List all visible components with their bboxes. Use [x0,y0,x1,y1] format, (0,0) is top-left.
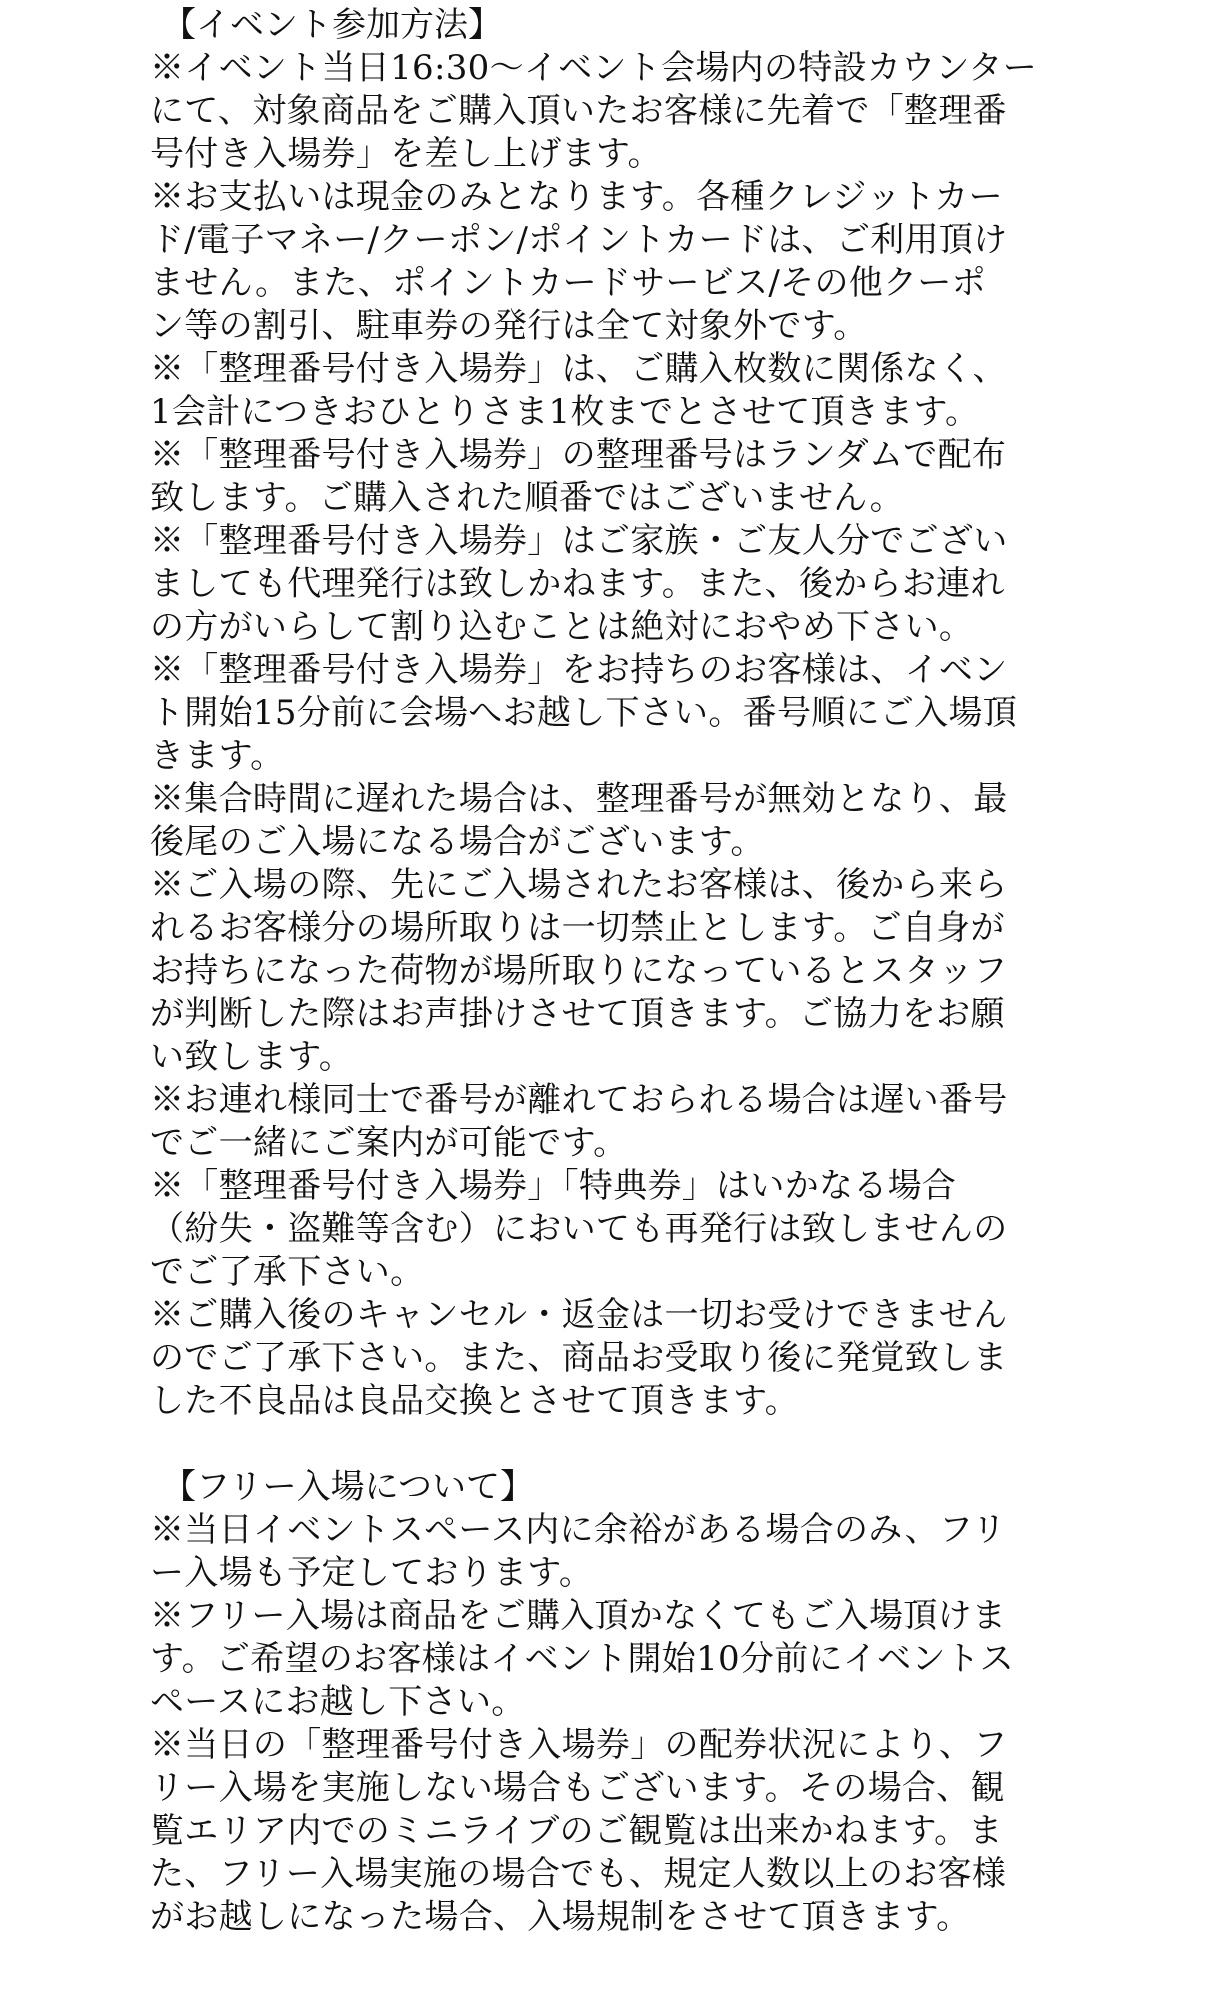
text-line: （紛失・盗難等含む）においても再発行は致しませんの [150,1209,1008,1249]
text-line: 覧エリア内でのミニライブのご観覧は出来かねます。ま [150,1811,1003,1851]
text-line: 号付き入場券」を差し上げます。 [150,134,662,174]
text-line: が判断した際はお声掛けさせて頂きます。ご協力をお願 [150,994,1005,1034]
section-event-participation [150,4,1080,1423]
text-line: した不良品は良品交換とさせて頂きます。 [150,1381,799,1421]
text-line: 後尾のご入場になる場合がございます。 [150,822,765,862]
text-line: ※「整理番号付き入場券」の整理番号はランダムで配布 [150,435,1007,475]
text-line: ー入場も予定しております。 [150,1553,594,1593]
text-line: ※ご購入後のキャンセル・返金は一切お受けできません [150,1295,1008,1335]
text-line: ※お連れ様同士で番号が離れておられる場合は遅い番号 [150,1080,1008,1120]
text-line: ※「整理番号付き入場券」は、ご購入枚数に関係なく、 [150,349,1007,389]
text-line: ※ご入場の際、先にご入場されたお客様は、後から来ら [150,865,1008,905]
text-line: ペースにお越し下さい。 [150,1682,526,1722]
text-line: ド/電子マネー/クーポン/ポイントカードは、ご利用頂け [150,220,1008,260]
text-line: のでご了承下さい。また、商品お受取り後に発覚致しま [150,1338,1008,1378]
text-line: ましても代理発行は致しかねます。また、後からお連れ [150,564,1005,604]
text-line: ※「整理番号付き入場券」をお持ちのお客様は、イベン [150,650,1008,690]
text-line: ※当日イベントスペース内に余裕がある場合のみ、フリ [150,1510,1007,1550]
text-line: がお越しになった場合、入場規制をさせて頂きます。 [150,1897,971,1937]
text-line: い致します。 [150,1037,354,1077]
document-body [150,4,1080,1939]
text-line: ※当日の「整理番号付き入場券」の配券状況により、フ [150,1725,1008,1765]
text-line: ※お支払いは現金のみとなります。各種クレジットカー [150,177,1003,217]
section-heading: 【フリー入場について】 [162,1467,534,1507]
text-line: ※フリー入場は商品をご購入頂かなくてもご入場頂けま [150,1596,1007,1636]
text-line: ません。また、ポイントカードサービス/その他クーポ [150,263,986,303]
text-line: ※「整理番号付き入場券」「特典券」はいかなる場合 [150,1166,957,1206]
text-line: 1会計につきおひとりさま1枚までとさせて頂きます。 [150,392,980,432]
text-line: ン等の割引、駐車券の発行は全て対象外です。 [150,306,868,346]
section-heading: 【イベント参加方法】 [162,5,502,45]
section-free-entry [150,1466,1080,1939]
text-line: 致します。ご購入された順番ではございません。 [150,478,904,518]
text-line: の方がいらして割り込むことは絶対におやめ下さい。 [150,607,974,647]
text-line: きます。 [150,736,285,776]
text-line: お持ちになった荷物が場所取りになっているとスタッフ [150,951,1008,991]
text-line: す。ご希望のお客様はイベント開始10分前にイベントス [150,1639,1015,1679]
text-line: リー入場を実施しない場合もございます。その場合、観 [150,1768,1005,1808]
text-line: ト開始15分前に会場へお越し下さい。番号順にご入場頂 [150,693,1018,733]
text-line: ※集合時間に遅れた場合は、整理番号が無効となり、最 [150,779,1008,819]
text-line: でご了承下さい。 [150,1252,425,1292]
text-line: た、フリー入場実施の場合でも、規定人数以上のお客様 [150,1854,1007,1894]
text-line: でご一緒にご案内が可能です。 [150,1123,628,1163]
text-line: ※イベント当日16:30〜イベント会場内の特設カウンター [150,48,1038,88]
text-line: れるお客様分の場所取りは一切禁止とします。ご自身が [150,908,1005,948]
text-line: にて、対象商品をご購入頂いたお客様に先着で「整理番 [150,91,1007,131]
text-line: ※「整理番号付き入場券」はご家族・ご友人分でござい [150,521,1008,561]
